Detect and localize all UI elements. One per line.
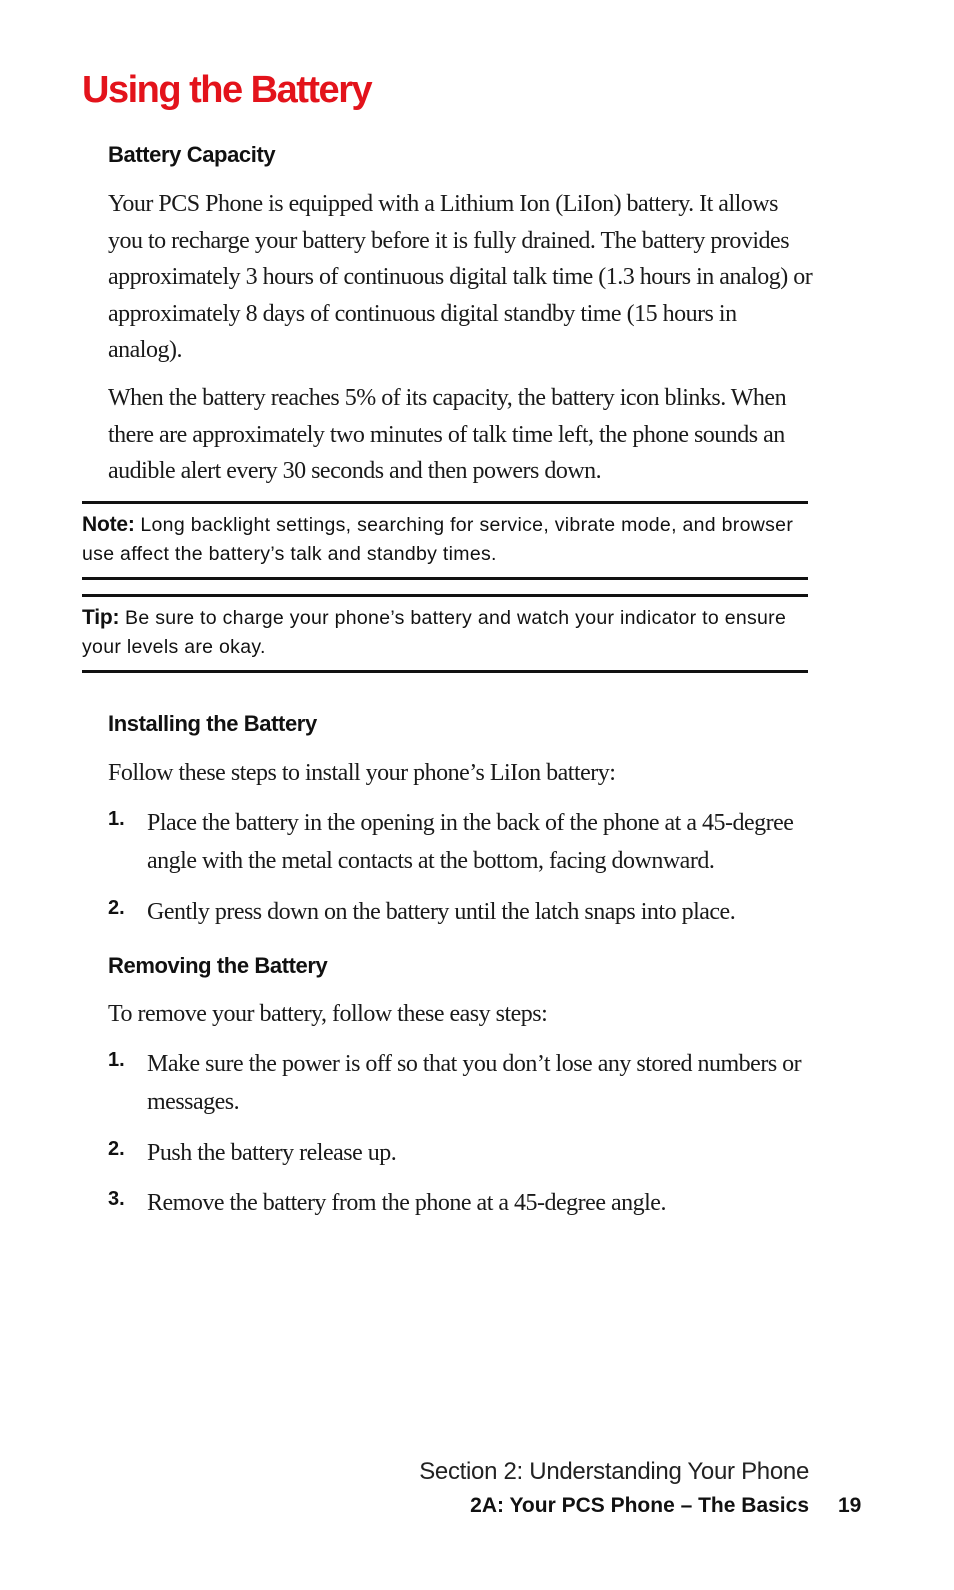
installing-intro: Follow these steps to install your phone’s LiIon battery:: [108, 760, 616, 786]
step-number: 1.: [108, 1049, 125, 1071]
capacity-paragraph-2: When the battery reaches 5% of its capacity, the battery icon blinks. When there are approximately two minutes of talk time left, the phone sounds an audible alert every 30 seconds and then powers down.: [108, 385, 787, 484]
step-number: 2.: [108, 1138, 125, 1160]
tip-text: Be sure to charge your phone’s battery and watch your indicator to ensure your levels are okay.: [82, 607, 787, 658]
step-text: Make sure the power is off so that you don’t lose any stored numbers or messages.: [147, 1051, 802, 1115]
capacity-paragraph-1: Your PCS Phone is equipped with a Lithium Ion (LiIon) battery. It allows you to recharge your battery before it is fully drained. The battery provides approximately 3 hours of continuous digital talk time (1.3 hours in analog) or approximately 8 days of continuous digital standby time (15 hours in analog).: [108, 191, 813, 363]
remove-step-2: [108, 1134, 813, 1172]
removing-intro: To remove your battery, follow these easy steps:: [108, 1001, 548, 1027]
installing-battery-heading: Installing the Battery: [108, 711, 317, 736]
remove-step-1: [108, 1045, 813, 1121]
step-number: 2.: [108, 897, 125, 919]
remove-step-3: [108, 1184, 813, 1222]
step-text: Gently press down on the battery until the latch snaps into place.: [147, 899, 736, 925]
note-text: Long backlight settings, searching for service, vibrate mode, and browser use affect the battery’s talk and standby times.: [82, 514, 794, 565]
tip-label: Tip:: [82, 606, 120, 629]
install-step-1: [108, 804, 813, 880]
page-title: Using the Battery: [82, 69, 372, 111]
footer-section-title: Section 2: Understanding Your Phone: [419, 1458, 809, 1485]
step-text: Push the battery release up.: [147, 1140, 397, 1166]
step-text: Place the battery in the opening in the back of the phone at a 45-degree angle with the metal contacts at the bottom, facing downward.: [147, 810, 794, 874]
step-number: 3.: [108, 1188, 125, 1210]
page-number: 19: [838, 1494, 862, 1517]
tip-callout: [82, 594, 808, 673]
install-step-2: [108, 893, 813, 931]
note-callout: [82, 501, 808, 580]
footer-chapter-title: 2A: Your PCS Phone – The Basics: [470, 1494, 809, 1517]
removing-battery-heading: Removing the Battery: [108, 953, 328, 978]
note-label: Note:: [82, 513, 135, 536]
step-number: 1.: [108, 808, 125, 830]
step-text: Remove the battery from the phone at a 45-degree angle.: [147, 1190, 666, 1216]
battery-capacity-heading: Battery Capacity: [108, 142, 276, 167]
